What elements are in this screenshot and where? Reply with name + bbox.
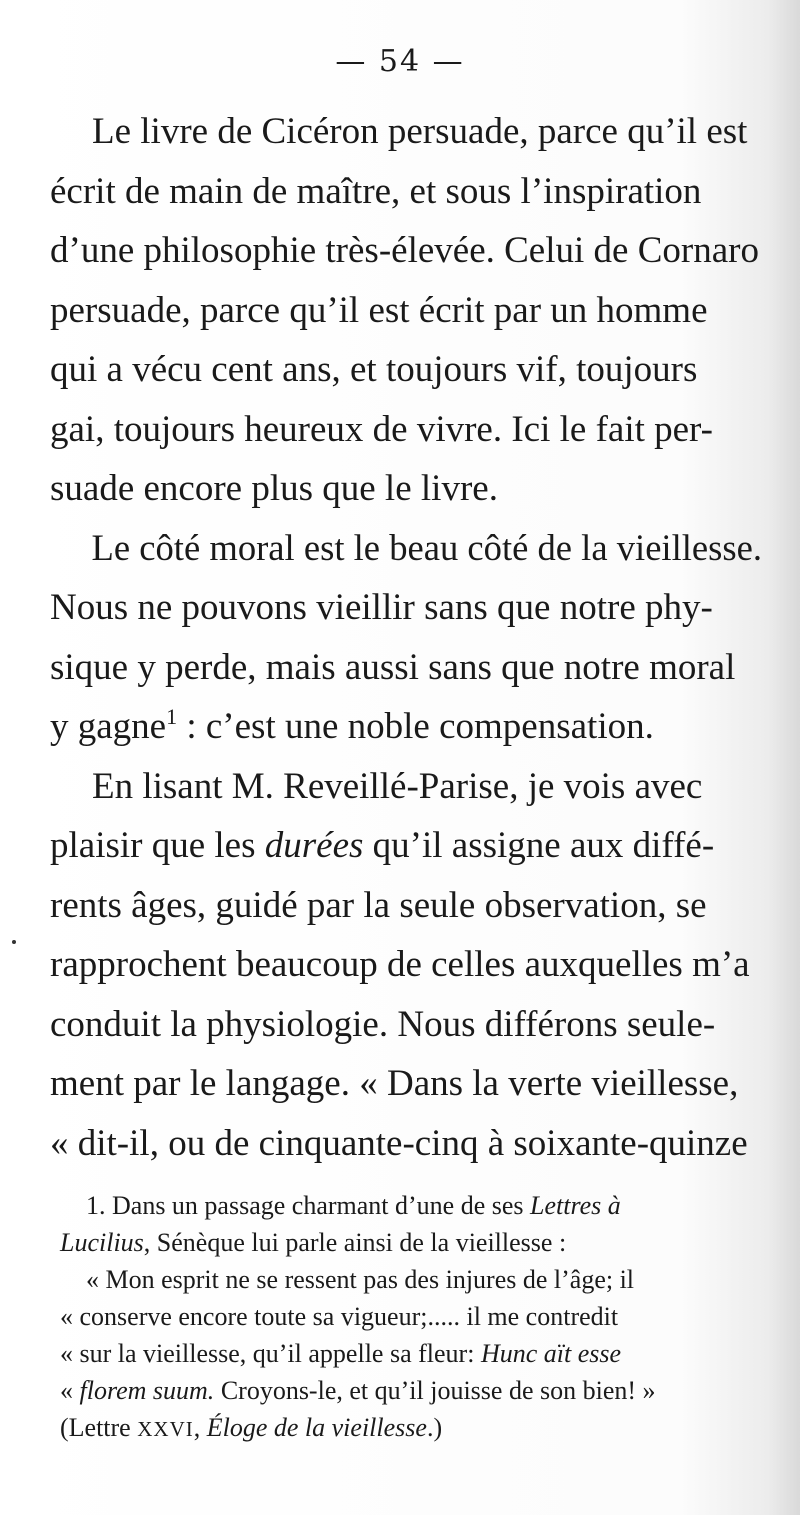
text-fragment: Croyons-le, et qu’il jouisse de son bien! » [214, 1376, 656, 1405]
text-line: rapprochent beaucoup de celles auxquelles m’a [50, 944, 750, 985]
text-line: Nous ne pouvons vieillir sans que notre phy- [50, 587, 713, 628]
text-fragment: , Sénèque lui parle ainsi de la vieillesse : [143, 1228, 567, 1257]
text-fragment: (Lettre [60, 1413, 138, 1442]
italic-quote: florem suum. [79, 1376, 215, 1405]
text-line: suade encore plus que le livre. [50, 468, 498, 509]
text-fragment: , [193, 1413, 207, 1442]
text-fragment: « sur la vieillesse, qu’il appelle sa fleur: [60, 1339, 481, 1368]
text-line: sique y perde, mais aussi sans que notre moral [50, 646, 736, 688]
footnote-line [60, 1187, 780, 1224]
text-line: Le livre de Cicéron persuade, parce qu’il est [92, 111, 748, 152]
text-line: ment par le langage. « Dans la verte vieillesse, [50, 1063, 739, 1104]
footnote-line [60, 1372, 780, 1409]
text-fragment: « [60, 1376, 80, 1405]
footnote-line: « Mon esprit ne se ressent pas des injures de l’âge; il [86, 1265, 635, 1294]
text-fragment: : c’est une noble compensation. [177, 706, 654, 747]
italic-title: Éloge de la vieillesse [206, 1413, 427, 1442]
text-line: En lisant M. Reveillé-Parise, je vois avec [92, 765, 703, 807]
ink-speck [12, 940, 16, 944]
text-line: d’une philosophie très-élevée. Celui de Cornaro [50, 230, 759, 271]
footnote-line [60, 1224, 780, 1261]
text-fragment: qu’il assigne aux diffé- [363, 825, 715, 866]
roman-numeral: XXVI [137, 1417, 194, 1441]
italic-title: Lucilius [60, 1228, 144, 1257]
footnote-line [60, 1335, 780, 1372]
italic-word: durées [264, 825, 364, 866]
footnote [60, 1187, 780, 1446]
text-line [50, 697, 762, 757]
text-fragment: y gagne [50, 706, 167, 747]
footnote-reference: 1 [166, 704, 178, 729]
text-line: gai, toujours heureux de vivre. Ici le fait per- [50, 408, 713, 450]
text-fragment: Dans un passage charmant d’une de ses [105, 1191, 531, 1220]
text-line [50, 816, 762, 876]
main-text [50, 102, 762, 1173]
footnote-marker: 1. [86, 1191, 106, 1220]
text-fragment: plaisir que les [50, 825, 265, 866]
italic-quote: Hunc aït esse [480, 1339, 622, 1368]
text-line: conduit la physiologie. Nous différons seule- [50, 1003, 716, 1045]
text-fragment: .) [426, 1413, 443, 1442]
text-line: Le côté moral est le beau côté de la vieillesse. [91, 527, 763, 569]
italic-title: Lettres à [530, 1191, 621, 1220]
text-line: persuade, parce qu’il est écrit par un homme [50, 289, 708, 331]
text-line: rents âges, guidé par la seule observation, se [50, 884, 707, 926]
text-line: « dit-il, ou de cinquante-cinq à soixante-quinze [50, 1122, 748, 1164]
text-line: écrit de main de maître, et sous l’inspiration [50, 170, 702, 212]
footnote-line: « conserve encore toute sa vigueur;..... il me contredit [60, 1302, 619, 1331]
text-line: qui a vécu cent ans, et toujours vif, toujours [50, 349, 698, 390]
page-number: — 54 — [335, 44, 465, 79]
footnote-line [60, 1409, 780, 1446]
